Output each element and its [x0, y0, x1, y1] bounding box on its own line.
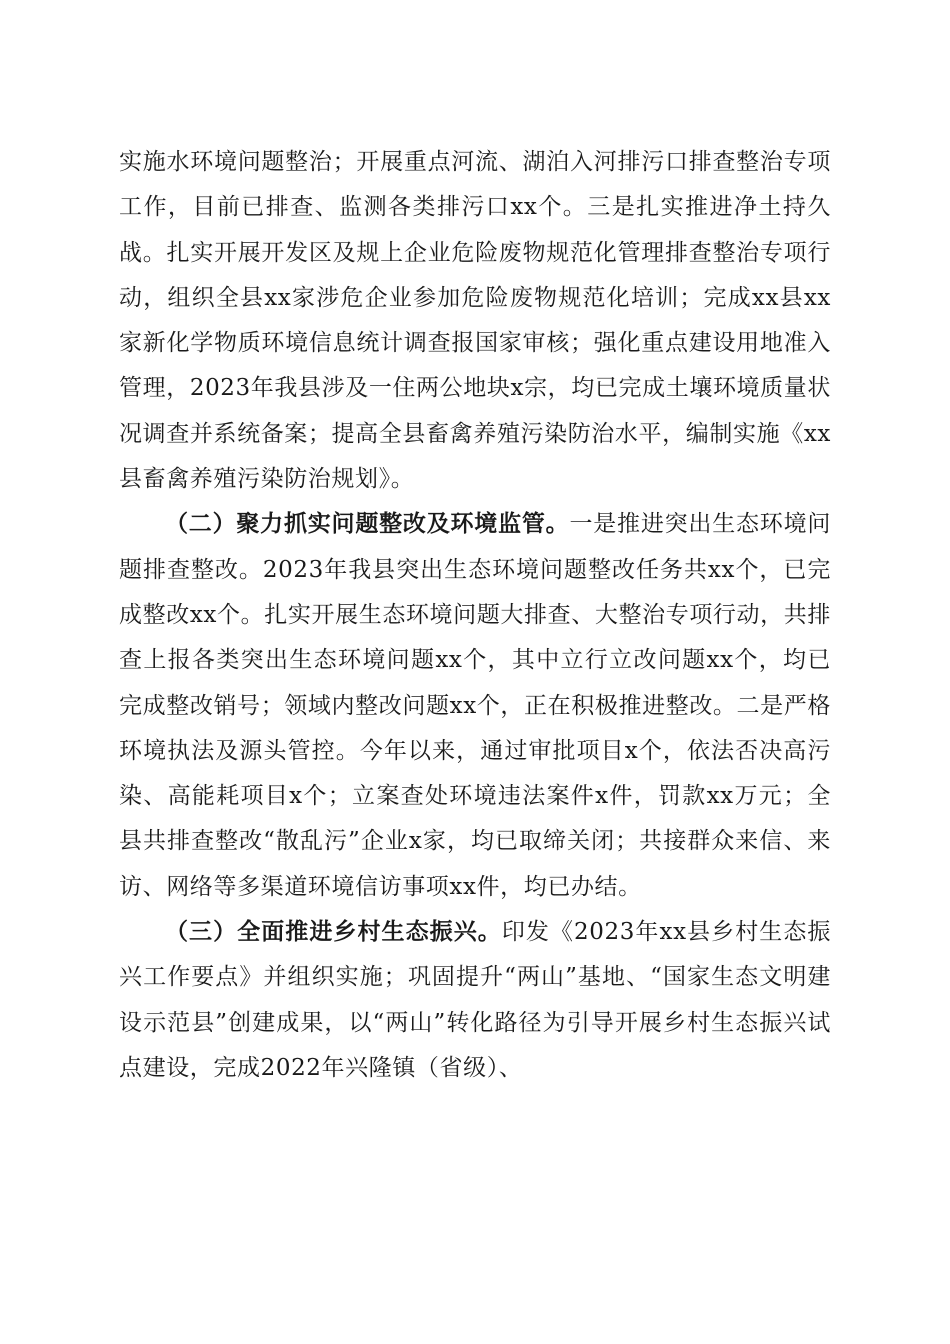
paragraph-rural-ecology: [119, 910, 831, 1091]
paragraph-continued: [119, 140, 831, 502]
section-heading-2: （二）聚力抓实问题整改及环境监管。: [165, 511, 570, 538]
paragraph-text: 印发《2023年xx县乡村生态振兴工作要点》并组织实施；巩固提升“两山”基地、“国家生态文明建设示范县”创建成果，以“两山”转化路径为引导开展乡村生态振兴试点建设，完成2022年兴隆镇（省级）、: [119, 919, 832, 1081]
paragraph-text: 实施水环境问题整治；开展重点河流、湖泊入河排污口排查整治专项工作，目前已排查、监测各类排污口xx个。三是扎实推进净土持久战。扎实开展开发区及规上企业危险废物规范化管理排查整治专项行动，组织全县xx家涉危企业参加危险废物规范化培训；完成xx县xx家新化学物质环境信息统计调查报国家审核；强化重点建设用地准入管理，2023年我县涉及一住两公地块x宗，均已完成土壤环境质量状况调查并系统备案；提高全县畜禽养殖污染防治水平，编制实施《xx县畜禽养殖污染防治规划》。: [119, 149, 831, 493]
document-body: [119, 140, 831, 1091]
paragraph-problem-rectification: [119, 502, 831, 910]
paragraph-text: 一是推进突出生态环境问题排查整改。2023年我县突出生态环境问题整改任务共xx个，已完成整改xx个。扎实开展生态环境问题大排查、大整治专项行动，共排查上报各类突出生态环境问题xx个，其中立行立改问题xx个，均已完成整改销号；领域内整改问题xx个，正在积极推进整改。二是严格环境执法及源头管控。今年以来，通过审批项目x个，依法否决高污染、高能耗项目x个；立案查处环境违法案件x件，罚款xx万元；全县共排查整改“散乱污”企业x家，均已取缔关闭；共接群众来信、来访、网络等多渠道环境信访事项xx件，均已办结。: [119, 511, 831, 900]
section-heading-3: （三）全面推进乡村生态振兴。: [165, 919, 502, 946]
